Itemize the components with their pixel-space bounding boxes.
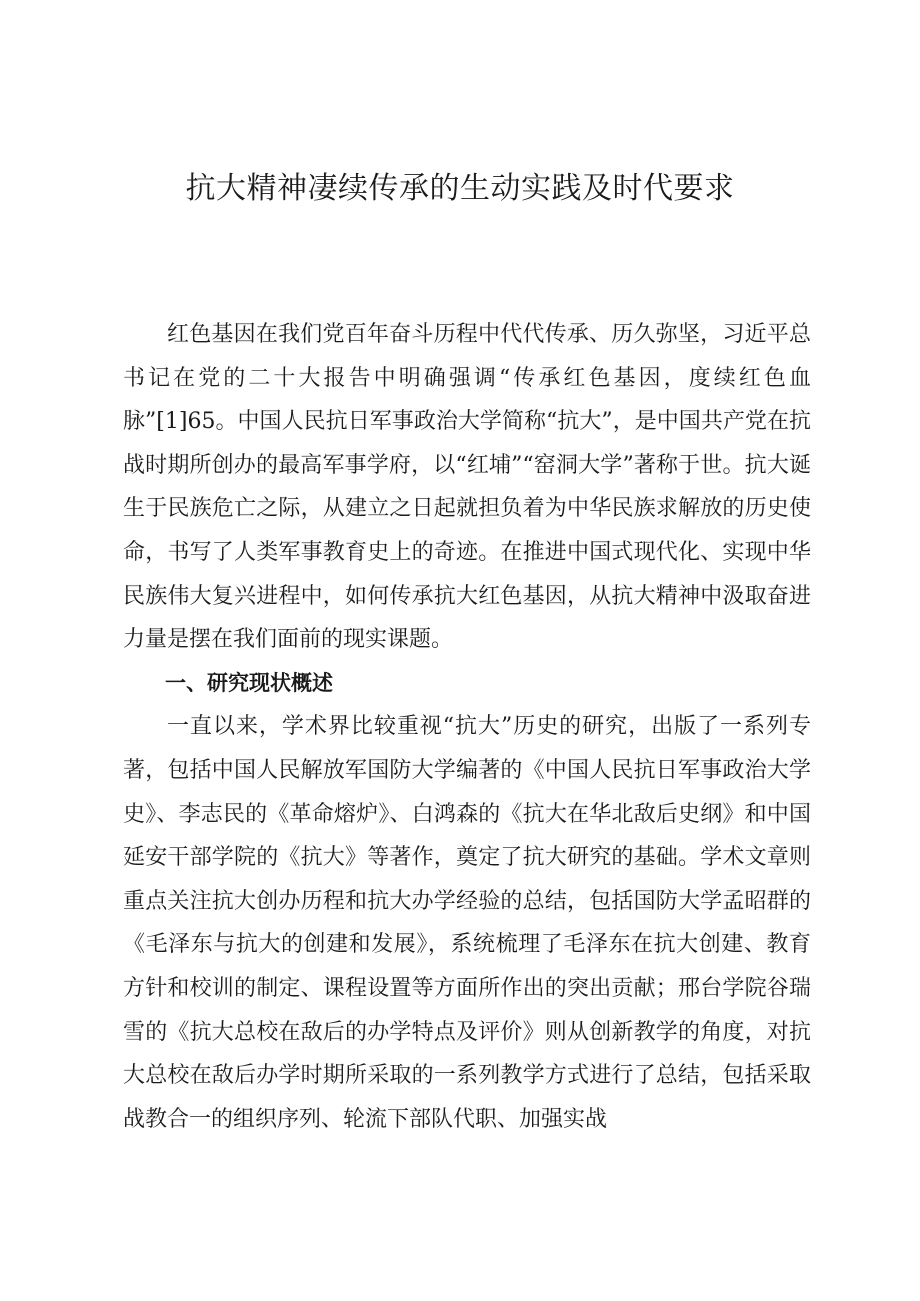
document-title: 抗大精神凄续传承的生动实践及时代要求 xyxy=(185,171,735,206)
document-body xyxy=(123,313,811,1141)
body-paragraph: 红色基因在我们党百年奋斗历程中代代传承、历久弥坚，习近平总书记在党的二十大报告中明确强调“传承红色基因，度续红色血脉”[1]65。中国人民抗日军事政治大学简称“抗大”，是中国共产党在抗战时期所创办的最高军事学府，以“红埔”“窑洞大学”著称于世。抗大诞生于民族危亡之际，从建立之日起就担负着为中华民族求解放的历史使命，书写了人类军事教育史上的奇迹。在推进中国式现代化、实现中华民族伟大复兴进程中，如何传承抗大红色基因，从抗大精神中汲取奋进力量是摆在我们面前的现实课题。 xyxy=(123,322,811,653)
body-paragraph: 一直以来，学术界比较重视“抗大”历史的研究，出版了一系列专著，包括中国人民解放军国防大学编著的《中国人民抗日军事政治大学史》、李志民的《革命熔炉》、白鸿森的《抗大在华北敌后史纲》和中国延安干部学院的《抗大》等著作，奠定了抗大研究的基础。学术文章则重点关注抗大创办历程和抗大办学经验的总结，包括国防大学孟昭群的《毛泽东与抗大的创建和发展》，系统梳理了毛泽东在抗大创建、教育方针和校训的制定、课程设置等方面所作出的突出贡献；邢台学院谷瑞雪的《抗大总校在敌后的办学特点及评价》则从创新教学的角度，对抗大总校在敌后办学时期所采取的一系列教学方式进行了总结，包括采取战教合一的组织序列、轮流下部队代职、加强实战 xyxy=(123,714,811,1132)
section-heading: 一、研究现状概述 xyxy=(165,670,333,695)
